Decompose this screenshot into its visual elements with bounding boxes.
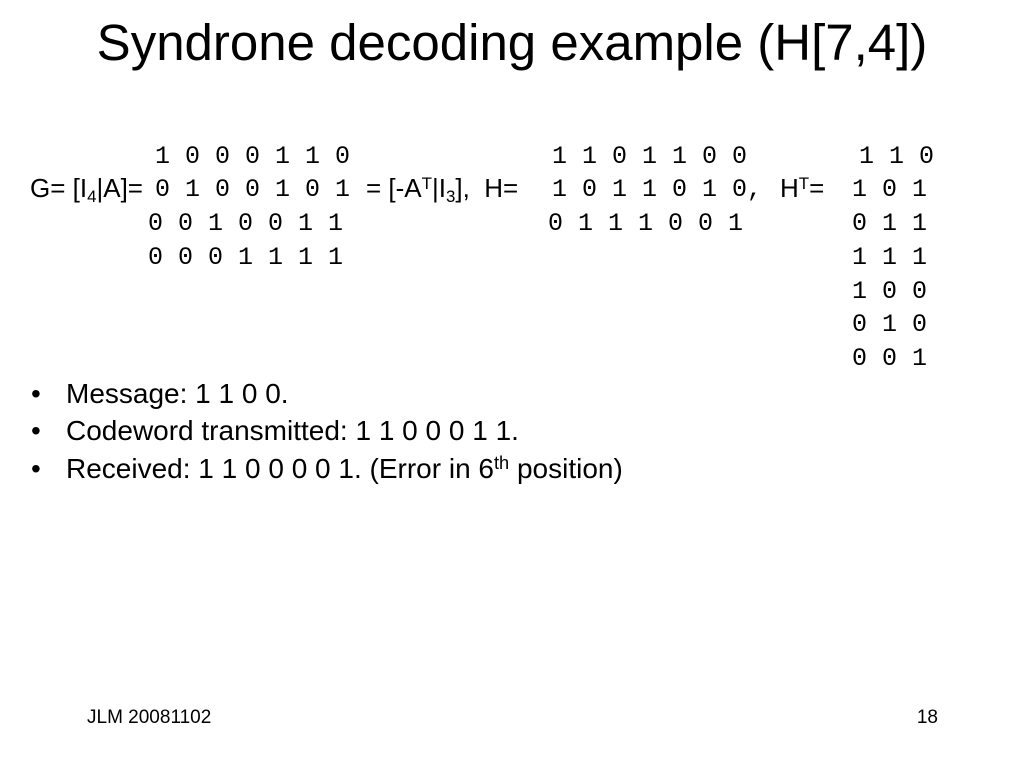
h-matrix-label-text-end: ], H= — [455, 173, 519, 203]
bullet-marker: • — [31, 415, 41, 446]
h-matrix-label-text-mid: |I — [431, 173, 446, 203]
h-matrix-row: 1 0 1 1 0 1 0 — [552, 175, 748, 204]
g-matrix-row: 0 0 1 0 0 1 1 — [148, 209, 344, 238]
h-matrix-row-with-comma — [552, 173, 762, 207]
g-matrix-row: 1 0 0 0 1 1 0 — [155, 142, 351, 171]
h-matrix-label-superscript: T — [421, 173, 432, 193]
ht-matrix-row: 0 1 1 — [852, 209, 928, 238]
ht-matrix-row: 1 1 1 — [852, 243, 928, 272]
bullet-item — [0, 451, 1024, 487]
ht-matrix-row: 1 0 1 — [852, 175, 928, 204]
bullet-marker: • — [31, 378, 41, 409]
footer-author-date: JLM 20081102 — [87, 707, 212, 728]
g-matrix-label-text-end: |A]= — [96, 173, 143, 203]
ht-matrix-label-text: H — [780, 173, 799, 203]
ht-matrix-label-superscript: T — [798, 173, 810, 193]
ht-matrix-row: 0 1 0 — [852, 310, 928, 339]
h-matrix-row: 0 1 1 1 0 0 1 — [548, 209, 744, 238]
h-matrix-label-text: = [-A — [366, 173, 422, 203]
ht-matrix-label-text-end: = — [809, 173, 825, 203]
h-matrix-label — [366, 171, 518, 205]
bullet-item — [0, 376, 1024, 412]
bullet-text: Codeword transmitted: 1 1 0 0 0 1 1. — [66, 415, 519, 446]
ht-matrix-label — [780, 171, 824, 205]
bullet-item — [0, 413, 1024, 449]
g-matrix-label-text: G= [I — [30, 173, 88, 203]
bullet-text-start: Received: 1 1 0 0 0 0 1. (Error in 6 — [66, 453, 494, 484]
bullet-text — [66, 451, 623, 487]
ht-matrix-row: 0 0 1 — [852, 344, 928, 373]
g-matrix-row: 0 1 0 0 1 0 1 — [155, 175, 351, 204]
slide-title: Syndrone decoding example (H[7,4]) — [96, 14, 928, 71]
footer-page-number: 18 — [916, 707, 938, 728]
bullet-marker: • — [31, 453, 41, 484]
h-matrix-row: 1 1 0 1 1 0 0 — [552, 142, 748, 171]
ht-matrix-row: 1 1 0 — [859, 142, 935, 171]
bullet-text-superscript: th — [494, 452, 510, 473]
bullet-text: Message: 1 1 0 0. — [66, 378, 289, 409]
g-matrix-label — [30, 171, 143, 205]
ht-matrix-row: 1 0 0 — [852, 277, 928, 306]
bullet-text-end: position) — [509, 453, 623, 484]
h-matrix-comma: , — [747, 175, 763, 204]
g-matrix-row: 0 0 0 1 1 1 1 — [148, 243, 344, 272]
g-matrix-label-subscript: 4 — [87, 186, 97, 206]
h-matrix-label-subscript: 3 — [445, 186, 456, 206]
